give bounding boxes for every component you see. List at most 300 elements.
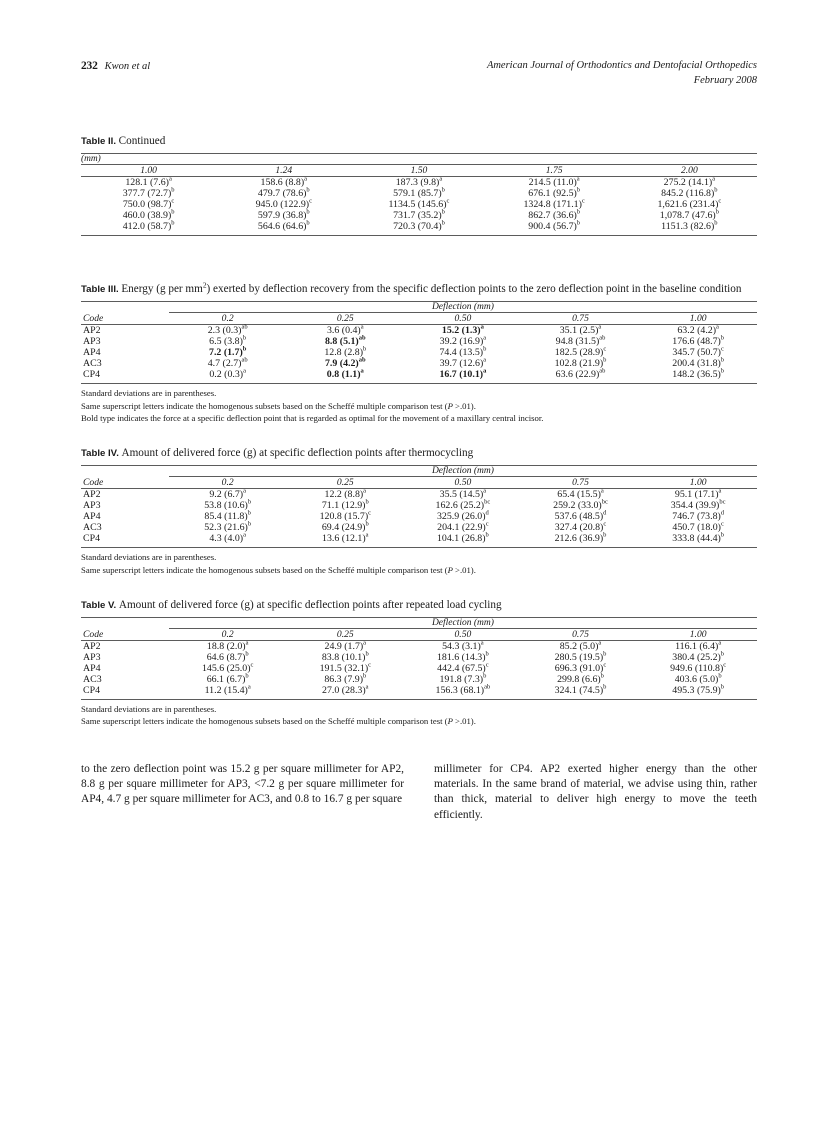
table-cell: 1151.3 $(82.6)^b$ <box>661 220 718 233</box>
cell-superscript: a <box>483 357 487 365</box>
table-3-bottom-rule <box>81 384 757 385</box>
footnote: Standard deviations are in parentheses. <box>81 552 217 563</box>
table-cell: 299.8 $(6.6)^b$ <box>557 672 604 686</box>
spacer <box>81 576 757 598</box>
table-row <box>81 177 757 188</box>
table-2 <box>81 134 757 236</box>
table-cell: 27.0 $(28.3)^a$ <box>322 683 369 697</box>
table-5-code-header: Code <box>83 628 104 640</box>
table-5-col-header: 0.50 <box>454 629 472 641</box>
cell-superscript: b <box>171 220 175 228</box>
cell-superscript: a <box>598 639 602 647</box>
cell-superscript: c <box>250 661 254 669</box>
cell-superscript: c <box>603 346 607 354</box>
table-row <box>81 500 757 511</box>
table-cell: 0.2 $(0.3)^a$ <box>209 368 246 381</box>
cell-superscript: ab <box>358 357 366 365</box>
table-cell: 746.7 $(73.8)^d$ <box>672 510 725 523</box>
cell-superscript: a <box>365 532 369 540</box>
cell-superscript: c <box>309 198 312 206</box>
cell-superscript: b <box>247 521 252 529</box>
table-cell: 71.1 $(12.9)^b$ <box>321 499 369 512</box>
cell-superscript: c <box>718 198 722 206</box>
spacer <box>81 236 757 282</box>
cell-superscript: a <box>483 368 487 376</box>
table-3-grid <box>81 301 757 384</box>
cell-superscript: b <box>242 346 247 354</box>
cell-superscript: b <box>306 187 310 195</box>
journal-title: American Journal of Orthodontics and Dentofacial Orthopedics <box>486 60 757 71</box>
cell-superscript: c <box>171 198 175 206</box>
cell-superscript: a <box>243 532 246 540</box>
table-5-footnotes <box>81 703 757 728</box>
table-cell: 148.2 $(36.5)^b$ <box>672 368 725 381</box>
cell-superscript: b <box>483 672 487 680</box>
cell-superscript: b <box>365 521 369 529</box>
cell-superscript: bc <box>719 499 726 507</box>
table-cell: 39.2 $(16.9)^a$ <box>439 335 487 348</box>
running-head-authors: Kwon et al <box>104 61 151 72</box>
cell-superscript: b <box>715 209 719 217</box>
cell-superscript: b <box>245 650 249 658</box>
table-cell: 280.5 $(19.5)^b$ <box>554 650 607 664</box>
cell-superscript: b <box>247 510 251 518</box>
table-row <box>81 369 757 384</box>
table-3-footnotes <box>81 387 757 424</box>
cell-superscript: b <box>576 220 581 228</box>
cell-superscript: a <box>360 324 364 332</box>
cell-superscript: a <box>483 488 487 496</box>
table-row <box>81 511 757 522</box>
cell-superscript: a <box>718 639 722 647</box>
row-code: AP3 <box>83 336 101 348</box>
table-cell: 7.9 $(4.2)^{ab}$ <box>324 357 366 370</box>
row-code: AP2 <box>83 641 101 653</box>
row-code: AP4 <box>83 347 101 359</box>
footnote: Same superscript letters indicate the homogenous subsets based on the Scheffé multiple comparison test (P >.01). <box>81 564 476 575</box>
table-2-col-header: 1.75 <box>545 165 563 177</box>
table-row <box>81 347 757 358</box>
table-4-number: Table IV. <box>81 448 119 460</box>
cell-superscript: b <box>720 357 725 365</box>
running-head-right <box>487 58 757 88</box>
spacer <box>81 88 757 134</box>
table-cell: 900.4 $(56.7)^b$ <box>528 220 581 233</box>
table-5-title: Amount of delivered force (g) at specific deflection points after repeated load cycling <box>118 599 502 612</box>
table-cell: 74.4 $(13.5)^b$ <box>439 346 487 359</box>
table-4-title: Amount of delivered force (g) at specific deflection points after thermocycling <box>121 447 474 460</box>
table-cell: 104.1 $(26.8)^b$ <box>436 532 489 545</box>
table-cell: 69.4 $(24.9)^b$ <box>321 521 369 534</box>
table-cell: 191.8 $(7.3)^b$ <box>439 672 487 686</box>
page-number: 232 <box>81 60 98 72</box>
table-cell: 54.3 $(3.1)^a$ <box>442 639 484 653</box>
cell-superscript: a <box>363 639 367 647</box>
table-cell: 325.9 $(26.0)^d$ <box>436 510 489 523</box>
table-4-col-header: 0.25 <box>336 477 354 489</box>
footnote: Same superscript letters indicate the homogenous subsets based on the Scheffé multiple comparison test (P >.01). <box>81 716 476 727</box>
cell-superscript: b <box>485 650 489 658</box>
table-3-title-superscript: 2 <box>202 280 207 290</box>
table-3-title-part2: ) exerted by deflection recovery from the specific deflection points to the zero deflection point in the baseline condition <box>206 283 742 296</box>
table-cell: 83.8 $(10.1)^b$ <box>321 650 369 664</box>
table-cell: 327.4 $(20.8)^c$ <box>554 521 607 534</box>
footnote: Same superscript letters indicate the homogenous subsets based on the Scheffé multiple comparison test (P >.01). <box>81 400 476 411</box>
cell-superscript: a <box>576 176 580 184</box>
table-3-col-header: 0.2 <box>221 313 234 325</box>
table-cell: 85.2 $(5.0)^a$ <box>559 639 602 653</box>
cell-superscript: c <box>603 521 607 529</box>
table-5-col-header: 0.75 <box>572 629 589 641</box>
cell-superscript: b <box>441 209 445 217</box>
cell-superscript: b <box>600 672 604 680</box>
cell-superscript: b <box>483 346 487 354</box>
table-2-unit-row <box>81 154 757 165</box>
table-row <box>81 663 757 674</box>
table-3-group-header: Deflection (mm) <box>169 302 757 313</box>
body-text-columns <box>81 762 757 823</box>
table-cell: 579.1 $(85.7)^b$ <box>393 187 445 200</box>
table-cell: 12.2 $(8.8)^a$ <box>324 488 367 501</box>
table-cell: 156.3 $(68.1)^{ab}$ <box>435 683 491 697</box>
table-3-title-part1: Energy (g per mm <box>121 283 203 296</box>
table-cell: 3.6 $(0.4)^a$ <box>326 324 364 337</box>
table-cell: 39.7 $(12.6)^a$ <box>439 357 487 370</box>
table-cell: 377.7 $(72.7)^b$ <box>122 187 175 200</box>
table-row <box>81 188 757 199</box>
table-5-column-headers <box>81 629 757 641</box>
table-cell: 63.6 $(22.9)^{ab}$ <box>555 368 606 381</box>
table-5-col-header: 0.2 <box>221 629 234 641</box>
table-row <box>81 641 757 652</box>
table-3-group-header-row <box>81 302 757 313</box>
cell-superscript: a <box>480 639 484 647</box>
table-cell: 120.8 $(15.7)^c$ <box>319 510 372 523</box>
cell-superscript: b <box>714 220 718 228</box>
table-cell: 11.2 $(15.4)^a$ <box>204 683 251 697</box>
table-2-col-header: 1.24 <box>275 165 293 177</box>
cell-superscript: b <box>714 187 718 195</box>
table-3-body <box>81 325 757 384</box>
row-code: AC3 <box>83 674 102 686</box>
table-4-group-header-row <box>81 466 757 477</box>
cell-superscript: a <box>716 324 719 332</box>
cell-superscript: b <box>365 650 369 658</box>
table-5-group-header-row <box>81 618 757 629</box>
table-row <box>81 336 757 347</box>
table-4-group-spacer <box>81 466 169 477</box>
table-cell: 324.1 $(74.5)^b$ <box>554 683 607 697</box>
table-2-col-header: 2.00 <box>680 165 698 177</box>
table-cell: 181.6 $(14.3)^b$ <box>436 650 489 664</box>
table-cell: 450.7 $(18.0)^c$ <box>672 521 724 534</box>
cell-superscript: b <box>441 187 445 195</box>
table-cell: 64.6 $(8.7)^b$ <box>206 650 249 664</box>
table-cell: 275.2 $(14.1)^a$ <box>663 176 716 189</box>
table-cell: 949.6 $(110.8)^c$ <box>670 661 727 675</box>
table-cell: 16.7 $(10.1)^a$ <box>439 368 487 381</box>
table-4-col-header: 0.50 <box>454 477 472 489</box>
table-cell: 8.8 $(5.1)^{ab}$ <box>324 335 366 348</box>
table-3-col-header: 0.50 <box>454 313 472 325</box>
cell-superscript: a <box>598 324 602 332</box>
footnote: Bold type indicates the force at a specific deflection point that is regarded as optimal for the movement of a maxillary central incisor. <box>81 413 544 424</box>
table-cell: 6.5 $(3.8)^b$ <box>209 335 247 348</box>
cell-superscript: a <box>439 176 443 184</box>
cell-superscript: a <box>168 176 172 184</box>
table-4-group-header: Deflection (mm) <box>169 466 757 477</box>
table-2-col-header: 1.50 <box>410 165 428 177</box>
row-code: CP4 <box>83 369 101 381</box>
table-cell: 259.2 $(33.0)^{bc}$ <box>553 499 608 512</box>
table-cell: 94.8 $(31.5)^{ab}$ <box>555 335 606 348</box>
table-cell: 63.2 $(4.2)^a$ <box>677 324 719 337</box>
table-2-number: Table II. <box>81 136 117 148</box>
body-column-right <box>434 762 757 823</box>
cell-superscript: c <box>368 510 372 518</box>
cell-superscript: c <box>720 521 724 529</box>
cell-superscript: a <box>247 683 251 691</box>
cell-superscript: d <box>485 510 489 518</box>
table-cell: 442.4 $(67.5)^c$ <box>437 661 489 675</box>
table-row <box>81 199 757 210</box>
table-row <box>81 325 757 336</box>
page-content <box>81 58 757 823</box>
table-cell: 0.8 $(1.1)^a$ <box>326 368 364 381</box>
cell-superscript: ab <box>599 335 606 343</box>
cell-superscript: a <box>304 176 308 184</box>
running-head-left <box>81 58 150 75</box>
table-cell: 66.1 $(6.7)^b$ <box>206 672 249 686</box>
table-row <box>81 652 757 663</box>
table-cell: 731.7 $(35.2)^b$ <box>393 209 445 222</box>
table-cell: 495.3 $(75.9)^b$ <box>672 683 725 697</box>
footnote: Standard deviations are in parentheses. <box>81 388 217 399</box>
table-3-code-header: Code <box>83 313 104 325</box>
table-cell: 720.3 $(70.4)^b$ <box>393 220 445 233</box>
table-4 <box>81 446 757 576</box>
table-cell: 15.2 $(1.3)^a$ <box>441 324 484 337</box>
cell-superscript: c <box>485 661 489 669</box>
cell-superscript: a <box>483 335 487 343</box>
table-5-col-header: 0.25 <box>336 629 354 641</box>
table-2-caption <box>81 134 757 149</box>
cell-superscript: a <box>480 324 484 332</box>
table-cell: 65.4 $(15.5)^a$ <box>557 488 604 501</box>
table-cell: 116.1 $(6.4)^a$ <box>675 639 722 653</box>
cell-superscript: a <box>245 639 249 647</box>
table-cell: 18.8 $(2.0)^a$ <box>206 639 249 653</box>
table-cell: 182.5 $(28.9)^c$ <box>554 346 607 359</box>
table-cell: 162.6 $(25.2)^{bc}$ <box>435 499 491 512</box>
table-3-caption <box>81 282 757 297</box>
table-cell: 4.3 $(4.0)^a$ <box>209 532 246 545</box>
table-2-unit-label: (mm) <box>81 154 101 165</box>
table-cell: 403.6 $(5.0)^b$ <box>674 672 722 686</box>
cell-superscript: b <box>718 672 722 680</box>
cell-superscript: ab <box>484 683 491 691</box>
table-cell: 676.1 $(92.5)^b$ <box>528 187 581 200</box>
table-5-bottom-rule <box>81 700 757 701</box>
table-cell: 12.8 $(2.8)^b$ <box>324 346 367 359</box>
cell-superscript: b <box>720 335 725 343</box>
table-3-title <box>121 280 742 296</box>
table-cell: 13.6 $(12.1)^a$ <box>322 532 369 545</box>
table-3-number: Table III. <box>81 284 119 296</box>
table-4-code-header: Code <box>83 477 104 489</box>
table-cell: 1,621.6 $(231.4)^c$ <box>657 198 722 211</box>
table-cell: 214.5 $(11.0)^a$ <box>528 176 580 189</box>
cell-superscript: c <box>723 661 727 669</box>
table-cell: 564.6 $(64.6)^b$ <box>257 220 310 233</box>
table-cell: 333.8 $(44.4)^b$ <box>672 532 725 545</box>
table-5-caption <box>81 598 757 613</box>
cell-superscript: d <box>720 510 725 518</box>
table-cell: 9.2 $(6.7)^a$ <box>209 488 246 501</box>
cell-superscript: b <box>603 683 607 691</box>
body-column-left <box>81 762 404 823</box>
cell-superscript: a <box>600 488 604 496</box>
table-4-body <box>81 489 757 548</box>
table-cell: 1,078.7 $(47.6)^b$ <box>659 209 719 222</box>
table-4-grid <box>81 465 757 548</box>
table-cell: 460.0 $(38.9)^b$ <box>122 209 175 222</box>
table-3 <box>81 282 757 424</box>
table-cell: 95.1 $(17.1)^a$ <box>674 488 722 501</box>
cell-superscript: b <box>720 650 725 658</box>
table-3-column-headers <box>81 313 757 325</box>
cell-superscript: c <box>368 661 372 669</box>
row-code: AP2 <box>83 489 101 501</box>
table-cell: 479.7 $(78.6)^b$ <box>257 187 310 200</box>
row-code: AP3 <box>83 652 101 664</box>
cell-superscript: c <box>581 198 585 206</box>
table-row <box>81 489 757 500</box>
table-cell: 537.6 $(48.5)^d$ <box>554 510 607 523</box>
row-code: AP2 <box>83 325 101 337</box>
row-code: AC3 <box>83 522 102 534</box>
cell-superscript: c <box>485 521 489 529</box>
cell-superscript: b <box>485 532 489 540</box>
table-2-grid <box>81 153 757 236</box>
table-5-grid <box>81 617 757 700</box>
table-cell: 191.5 $(32.1)^c$ <box>319 661 372 675</box>
cell-superscript: ab <box>241 324 248 332</box>
cell-superscript: b <box>603 532 607 540</box>
table-4-col-header: 0.2 <box>221 477 234 489</box>
cell-superscript: b <box>245 672 249 680</box>
table-cell: 53.8 $(10.6)^b$ <box>204 499 252 512</box>
table-cell: 2.3 $(0.3)^{ab}$ <box>207 324 248 337</box>
table-3-col-header: 0.25 <box>336 313 354 325</box>
cell-superscript: b <box>720 368 725 376</box>
table-cell: 52.3 $(21.6)^b$ <box>204 521 252 534</box>
table-cell: 7.2 $(1.7)^b$ <box>209 346 247 359</box>
cell-superscript: b <box>441 220 445 228</box>
table-2-title: Continued <box>118 135 166 148</box>
table-5 <box>81 598 757 728</box>
table-2-column-headers <box>81 165 757 177</box>
table-cell: 176.6 $(48.7)^b$ <box>672 335 725 348</box>
table-cell: 158.6 $(8.8)^a$ <box>260 176 308 189</box>
table-cell: 35.1 $(2.5)^a$ <box>559 324 602 337</box>
table-cell: 1134.5 $(145.6)^c$ <box>388 198 450 211</box>
table-4-bottom-rule <box>81 548 757 549</box>
cell-superscript: c <box>603 661 607 669</box>
table-cell: 145.6 $(25.0)^c$ <box>201 661 254 675</box>
row-code: AP4 <box>83 511 101 523</box>
cell-superscript: b <box>365 499 369 507</box>
table-4-column-headers <box>81 477 757 489</box>
table-cell: 128.1 $(7.6)^a$ <box>125 176 172 189</box>
table-cell: 187.3 $(9.8)^a$ <box>395 176 443 189</box>
table-row <box>81 533 757 548</box>
cell-superscript: bc <box>484 499 491 507</box>
footnote: Standard deviations are in parentheses. <box>81 704 217 715</box>
table-cell: 597.9 $(36.8)^b$ <box>257 209 310 222</box>
table-5-number: Table V. <box>81 600 117 612</box>
cell-superscript: b <box>576 187 581 195</box>
cell-superscript: b <box>720 532 725 540</box>
table-2-body <box>81 177 757 236</box>
cell-superscript: bc <box>601 499 608 507</box>
cell-superscript: b <box>171 187 175 195</box>
cell-superscript: b <box>576 209 581 217</box>
table-row <box>81 674 757 685</box>
cell-superscript: a <box>243 488 246 496</box>
cell-superscript: d <box>603 510 607 518</box>
cell-superscript: b <box>603 357 607 365</box>
table-cell: 380.4 $(25.2)^b$ <box>672 650 725 664</box>
table-cell: 945.0 $(122.9)^c$ <box>255 198 312 211</box>
table-cell: 845.2 $(116.8)^b$ <box>661 187 718 200</box>
table-row <box>81 522 757 533</box>
row-code: CP4 <box>83 685 101 697</box>
table-4-footnotes <box>81 551 757 576</box>
row-code: AC3 <box>83 358 102 370</box>
cell-superscript: b <box>603 650 607 658</box>
table-cell: 354.4 $(39.9)^{bc}$ <box>670 499 726 512</box>
table-cell: 85.4 $(11.8)^b$ <box>204 510 251 523</box>
table-cell: 345.7 $(50.7)^c$ <box>672 346 724 359</box>
cell-superscript: a <box>360 368 364 376</box>
table-cell: 24.9 $(1.7)^a$ <box>324 639 367 653</box>
table-2-col-header: 1.00 <box>140 165 157 177</box>
cell-superscript: a <box>243 368 246 376</box>
table-cell: 750.0 $(98.7)^c$ <box>122 198 175 211</box>
table-5-col-header: 1.00 <box>689 629 707 641</box>
cell-superscript: a <box>712 176 716 184</box>
table-cell: 862.7 $(36.6)^b$ <box>528 209 581 222</box>
body-paragraph-right: millimeter for CP4. AP2 exerted higher energy than the other materials. In the same brand of material, we advise using thin, rather than thick, material to deliver high energy to move the teeth efficiently. <box>434 762 757 821</box>
table-cell: 86.3 $(7.9)^b$ <box>324 672 367 686</box>
cell-superscript: b <box>720 683 725 691</box>
cell-superscript: a <box>363 488 367 496</box>
table-row <box>81 685 757 700</box>
table-4-col-header: 0.75 <box>572 477 589 489</box>
running-head <box>81 58 757 88</box>
table-5-body <box>81 641 757 700</box>
cell-superscript: b <box>362 672 367 680</box>
spacer <box>81 424 757 446</box>
cell-superscript: b <box>362 346 367 354</box>
row-code: CP4 <box>83 533 101 545</box>
table-cell: 696.3 $(91.0)^c$ <box>554 661 607 675</box>
table-row <box>81 221 757 236</box>
table-cell: 412.0 $(58.7)^b$ <box>122 220 175 233</box>
cell-superscript: b <box>306 209 310 217</box>
table-cell: 200.4 $(31.8)^b$ <box>672 357 725 370</box>
